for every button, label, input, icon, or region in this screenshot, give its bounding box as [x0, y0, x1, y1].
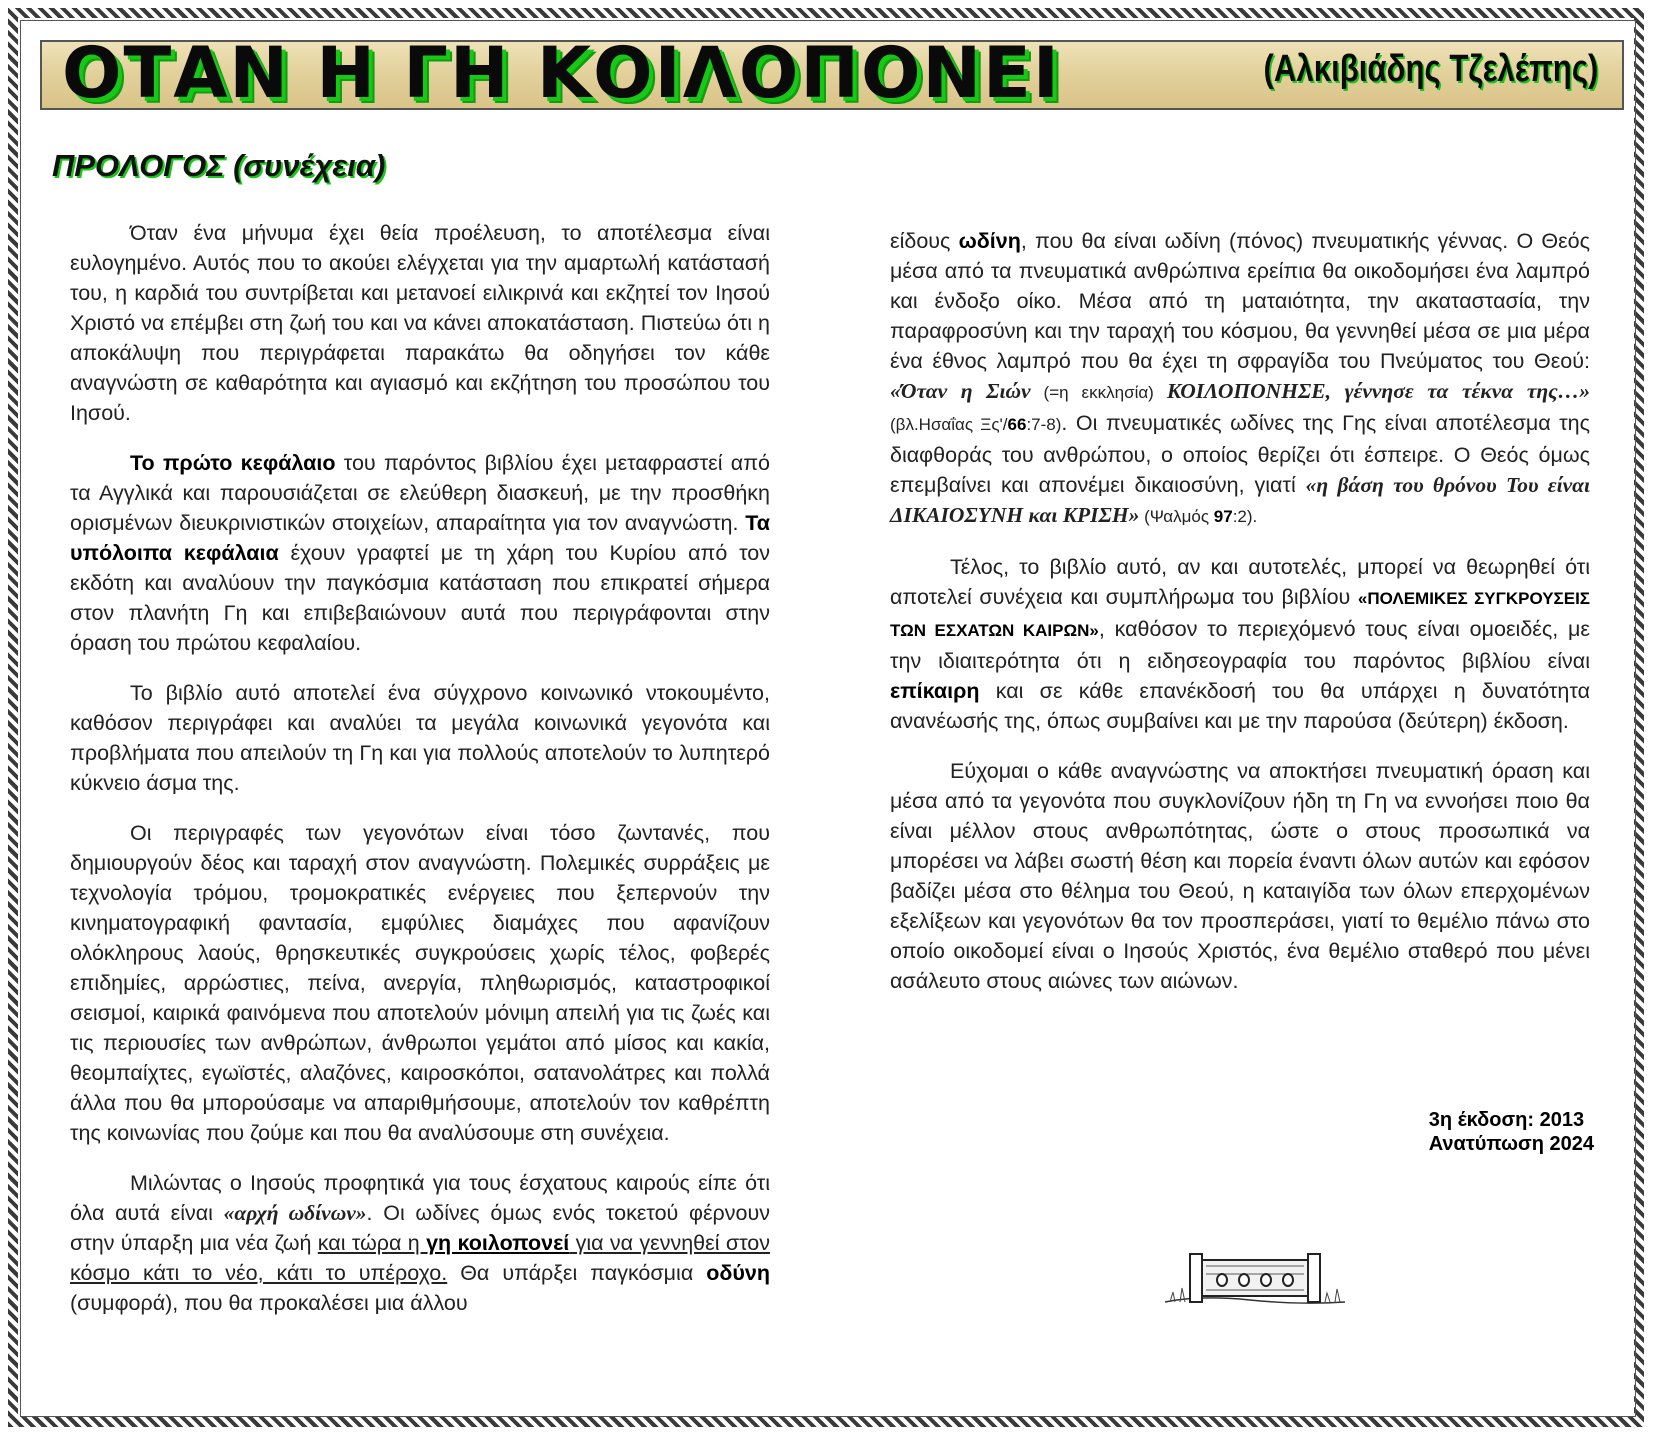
paragraph: Τέλος, το βιβλίο αυτό, αν και αυτοτελές, μπορεί να θεωρηθεί ότι αποτελεί συνέχεια και συμπλήρωμα του βιβλίου «ΠΟΛΕΜΙΚΕΣ ΣΥΓΚΡΟΥΣΕΙΣ ΤΩΝ ΕΣΧΑΤΩΝ ΚΑΙΡΩΝ», καθόσον το περιεχόμενό τους είναι ομοειδές, με την ιδιαιτερότητα ότι η ειδησεογραφία του παρόντος βιβλίου είναι επίκαιρη και σε κάθε επανέκδοσή του θα υπάρχει η δυνατότητα ανανέωσής της, όπως συμβαίνει και με την παρούσα (δεύτερη) έκδοση.: [890, 555, 1591, 733]
edition-info: [1429, 1108, 1594, 1156]
fence-ornament-icon: [1160, 1240, 1350, 1310]
left-column: [70, 218, 770, 1338]
paragraph: Το πρώτο κεφάλαιο του παρόντος βιβλίου έχει μεταφραστεί από τα Αγγλικά και παρουσιάζεται σε ελεύθερη διασκευή, με την προσθήκη ορισμένων διευκρινιστικών στοιχείων, απαραίτητα για τον αναγνώστη. Τα υπόλοιπα κεφάλαια έχουν γραφτεί με τη χάρη του Κυρίου από τον εκδότη και αναλύουν την παγκόσμια κατάσταση που επικρατεί σήμερα στον πλανήτη Γη και επιβεβαιώνουν αυτά που περιγράφονται στην όραση του πρώτου κεφαλαίου.: [70, 451, 770, 655]
book-title: ΟΤΑΝ Η ΓΗ ΚΟΙΛΟΠΟΝΕΙ: [62, 32, 1061, 114]
paragraph: Μιλώντας ο Ιησούς προφητικά για τους έσχατους καιρούς είπε ότι όλα αυτά είναι «αρχή ωδίνων». Οι ωδίνες όμως ενός τοκετού φέρνουν στην ύπαρξη μια νέα ζωή και τώρα η γη κοιλοπονεί για να γεννηθεί στον κόσμο κάτι το νέο, κάτι το υπέροχο. Θα υπάρξει παγκόσμια οδύνη (συμφορά), που θα προκαλέσει μια άλλου: [70, 1171, 770, 1315]
paragraph: Εύχομαι ο κάθε αναγνώστης να αποκτήσει πνευματική όραση και μέσα από τα γεγονότα που συγκλονίζουν ήδη τη Γη να εννοήσει ποιο θα είναι μέλλον στους ανθρωπότητας, ώστε ο στους προσωπικά να μπορέσει να λάβει σωστή θέση και πορεία έναντι όλων αυτών και εφόσον βαδίζει μέσα στο θέλημα του Θεού, η καταιγίδα των όλων επερχομένων εξελίξεων και γεγονότων θα τον προσπεράσει, γιατί το θεμέλιο πάνω στο οποίο οικοδομεί είναι ο Ιησούς Χριστός, ένα θεμέλιο σταθερό που μένει ασάλευτο στους αιώνες των αιώνων.: [890, 759, 1590, 993]
author-name: (Αλκιβιάδης Τζελέπης): [1263, 48, 1598, 90]
title-banner: [40, 32, 1624, 114]
paragraph: Το βιβλίο αυτό αποτελεί ένα σύγχρονο κοινωνικό ντοκουμέντο, καθόσον περιγράφει και αναλύει τα μεγάλα κοινωνικά γεγονότα και προβλήματα που απειλούν τη Γη και για πολλούς αποτελούν το λυπητερό κύκνειο άσμα της.: [70, 681, 770, 795]
reprint-line: Ανατύπωση 2024: [1428, 1133, 1594, 1155]
paragraph: είδους ωδίνη, που θα είναι ωδίνη (πόνος) πνευματικής γέννας. Ο Θεός μέσα από τα πνευματικά ανθρώπινα ερείπια θα οικοδομήσει ένα λαμπρό και ένδοξο οίκο. Μέσα από τη ματαιότητα, την ακαταστασία, την παραφροσύνη και την ταραχή του κόσμου, θα γεννηθεί μέσα σε μια μέρα ένα έθνος λαμπρό που θα έχει τη σφραγίδα του Πνεύματος του Θεού: «Όταν η Σιών (=η εκκλησία) ΚΟΙΛΟΠΟΝΗΣΕ, γέννησε τα τέκνα της…» (βλ.Ησαΐας Ξς'/66:7-8). Οι πνευματικές ωδίνες της Γης είναι αποτέλεσμα της διαφθοράς του ανθρώπου, ο οποίος θερίζει ότι έσπειρε. Ο Θεός όμως επεμβαίνει και απονέμει δικαιοσύνη, γιατί «η βάση του θρόνου Του είναι ΔΙΚΑΙΟΣΥΝΗ και ΚΡΙΣΗ» (Ψαλμός 97:2).: [890, 229, 1590, 527]
edition-line: 3η έκδοση: 2013: [1428, 1109, 1585, 1131]
right-column: [890, 226, 1590, 1016]
paragraph: Όταν ένα μήνυμα έχει θεία προέλευση, το αποτέλεσμα είναι ευλογημένο. Αυτός που το ακούει ελέγχεται για την αμαρτωλή κατάστασή του, η καρδιά του συντρίβεται και μετανοεί ειλικρινά και εκζητεί τον Ιησού Χριστό να επέμβει στη ζωή του και να κάνει αποκατάσταση. Πιστεύω ότι η αποκάλυψη που περιγράφεται παρακάτω θα οδηγήσει τον κάθε αναγνώστη σε καθαρότητα και αγιασμό και εκζήτηση του προσώπου του Ιησού.: [70, 221, 770, 425]
section-title: ΠΡΟΛΟΓΟΣ (συνέχεια): [52, 148, 386, 183]
paragraph: Οι περιγραφές των γεγονότων είναι τόσο ζωντανές, που δημιουργούν δέος και ταραχή στον αναγνώστη. Πολεμικές συρράξεις με τεχνολογία τρόμου, τρομοκρατικές ενέργειες που ξεπερνούν την κινηματογραφική φαντασία, εμφύλιες διαμάχες που αφανίζουν ολόκληρους λαούς, θρησκευτικές συγκρούσεις χωρίς τέλος, φοβερές επιδημίες, αρρώστιες, πείνα, ανεργία, πληθωρισμός, καταστροφικοί σεισμοί, καιρικά φαινόμενα που αποτελούν μόνιμη απειλή για τις ζωές και τις περιουσίες των ανθρώπων, άνθρωποι γεμάτοι από μίσος και κακία, θεομπαίχτες, εγωϊστές, αλαζόνες, καιροσκόποι, σατανολάτρες και πολλά άλλα που θα μπορούσαμε να απαριθμήσουμε, αποτελούν τον καθρέπτη της κοινωνίας που ζούμε και που θα αναλύσουμε στη συνέχεια.: [70, 821, 770, 1145]
